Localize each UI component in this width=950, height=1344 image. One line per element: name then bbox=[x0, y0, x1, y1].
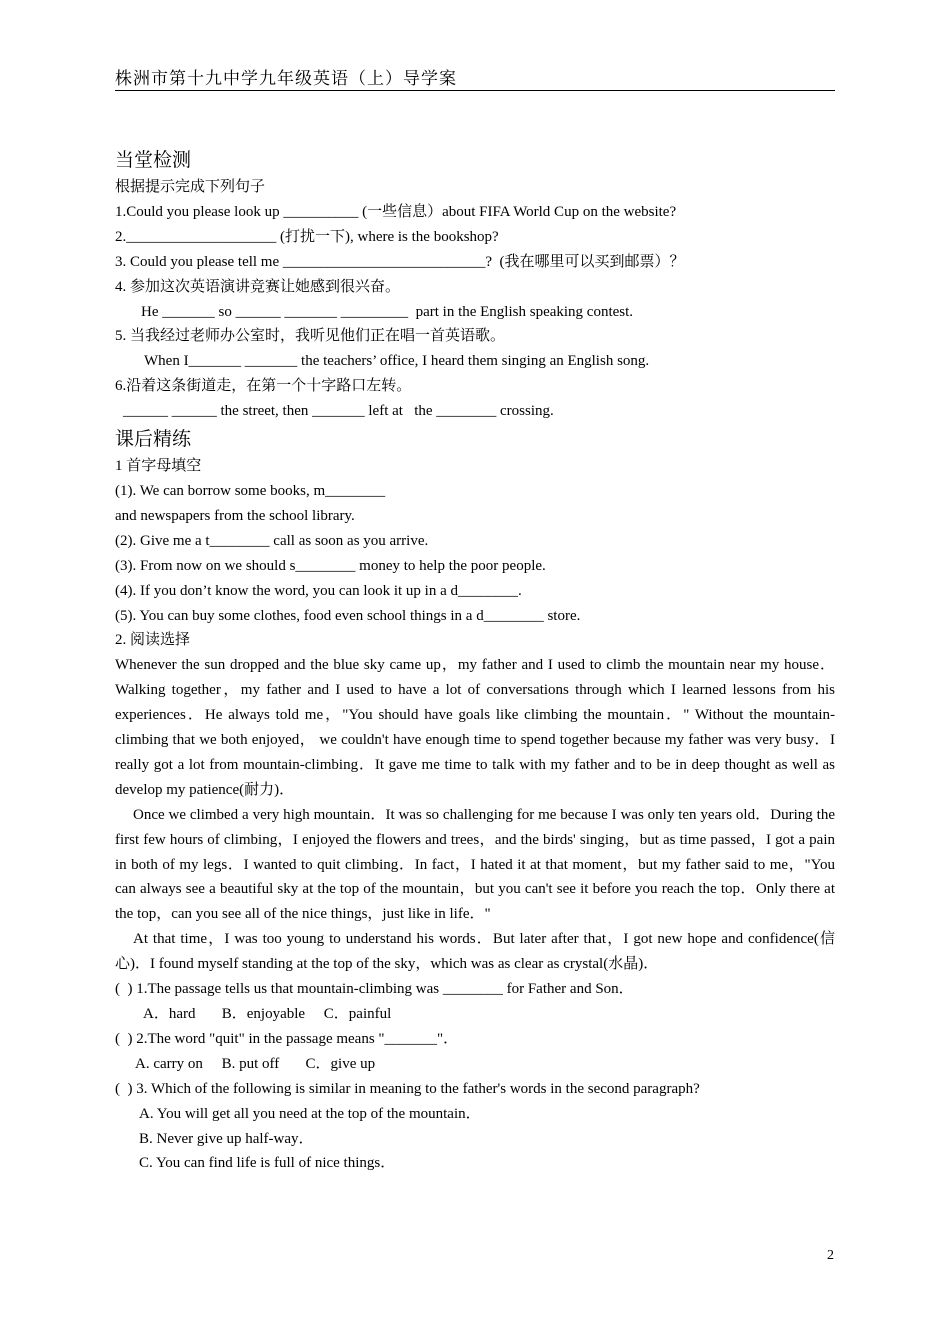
question-stem: ( ) 1.The passage tells us that mountain-climbing was ________ for Father and Son． bbox=[115, 981, 634, 998]
exercise-line: ______ ______ the street, then _______ left at the ________ crossing. bbox=[123, 403, 554, 420]
exercise-line: and newspapers from the school library. bbox=[115, 507, 355, 524]
part-title-reading: 2. 阅读选择 bbox=[115, 632, 191, 649]
section-instruction: 根据提示完成下列句子 bbox=[115, 179, 266, 195]
reading-paragraph: Once we climbed a very high mountain．It was so challenging for me because I was only ten years old．During the first few hours of climbing，I enjoyed the flowers and trees，and the birds' singing，but as time passed，I got a pain in both of my legs．I wanted to quit climbing．In fact，I hated it at that moment，but my father said to me，"You can always see a beautiful sky at the top of the mountain，but you can't see it before you reach the top．Only there at the top，can you see all of the nice things，just like in life．" bbox=[115, 806, 835, 923]
exercise-line: He _______ so ______ _______ _________ part in the English speaking contest. bbox=[141, 303, 634, 320]
exercise-line: 6.沿着这条街道走，在第一个十字路口左转。 bbox=[115, 378, 412, 395]
exercise-line: (3). From now on we should s________ money to help the poor people. bbox=[115, 557, 546, 574]
exercise-line: 5. 当我经过老师办公室时，我听见他们正在唱一首英语歌。 bbox=[115, 328, 506, 345]
exercise-line: (4). If you don’t know the word, you can look it up in a d________. bbox=[115, 582, 522, 599]
page-number: 2 bbox=[827, 1248, 834, 1263]
document-body bbox=[115, 145, 835, 1176]
question-option: C. You can find life is full of nice things． bbox=[139, 1155, 396, 1172]
exercise-line: When I_______ _______ the teachers’ office, I heard them singing an English song. bbox=[144, 353, 650, 370]
section-title-after-class-practice: 课后精练 bbox=[115, 428, 192, 451]
section-title-in-class-test: 当堂检测 bbox=[115, 149, 192, 171]
exercise-line: (2). Give me a t________ call as soon as you arrive. bbox=[115, 532, 429, 549]
question-option: B. Never give up half-way． bbox=[139, 1130, 314, 1147]
exercise-line: 2.____________________ (打扰一下), where is the bookshop? bbox=[115, 228, 499, 245]
exercise-line: 3. Could you please tell me ___________________________? (我在哪里可以买到邮票）？ bbox=[115, 253, 685, 270]
reading-paragraph: Whenever the sun dropped and the blue sky came up，my father and I used to climb the mountain near my house．Walking together，my father and I used to have a lot of conversations through which I learned lessons from his experiences．He always told me，"You should have goals like climbing the mountain．" Without the mountain-climbing that we both enjoyed， we couldn't have enough time to spend together because my father was very busy．I really got a lot from mountain-climbing．It gave me time to talk with my father and to be in deep thought as well as develop my patience(耐力)． bbox=[115, 657, 835, 798]
exercise-line: 1.Could you please look up __________ (一些信息）about FIFA World Cup on the website? bbox=[115, 203, 677, 220]
question-options: A. carry on B. put off C．give up bbox=[135, 1055, 376, 1072]
reading-paragraph: At that time，I was too young to understand his words．But later after that，I got new hope and confidence(信心)．I found myself standing at the top of the sky，which was as clear as crystal(水晶)． bbox=[115, 931, 835, 973]
part-title-initial-letters: 1 首字母填空 bbox=[115, 458, 202, 475]
exercise-line: (5). You can buy some clothes, food even school things in a d________ store. bbox=[115, 607, 581, 624]
question-stem: ( ) 2.The word "quit" in the passage means "_______"． bbox=[115, 1030, 459, 1047]
header-title: 株洲市第十九中学九年级英语（上）导学案 bbox=[115, 69, 457, 88]
exercise-line: (1). We can borrow some books, m________ bbox=[115, 482, 386, 499]
question-stem: ( ) 3. Which of the following is similar in meaning to the father's words in the second paragraph? bbox=[115, 1080, 700, 1097]
exercise-line: 4. 参加这次英语演讲竞赛让她感到很兴奋。 bbox=[115, 278, 401, 295]
question-option: A. You will get all you need at the top of the mountain． bbox=[139, 1105, 481, 1122]
header-divider bbox=[115, 90, 835, 91]
question-options: A．hard B．enjoyable C．painful bbox=[143, 1006, 392, 1022]
